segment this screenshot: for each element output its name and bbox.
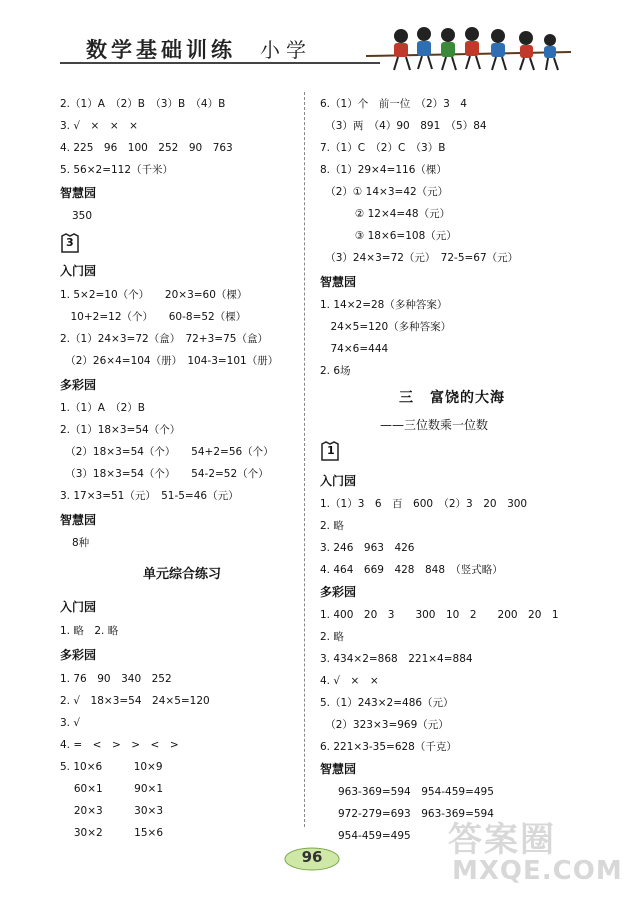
answer-line: （2）26×4=104（册） 104-3=101（册） [60, 355, 279, 367]
lesson-number: 3 [66, 236, 74, 249]
book-title-sub: 小学 [260, 38, 312, 62]
section-label-zhihui: 智慧园 [60, 186, 97, 200]
answer-line: 4. 225 96 100 252 90 763 [60, 142, 233, 154]
section-label-zhihui: 智慧园 [60, 513, 97, 527]
answer-line: 3. 434×2=868 221×4=884 [320, 653, 473, 665]
answer-line: 2.（1）18×3=54（个） [60, 424, 181, 436]
answer-line: 4. 464 669 428 848 （竖式略） [320, 564, 503, 576]
answer-line: 972-279=693 963-369=594 [338, 808, 494, 820]
tug-of-war-illustration [366, 22, 576, 77]
answer-line: 2. 略 [320, 631, 344, 643]
answer-line: 350 [72, 210, 93, 222]
answer-line: 963-369=594 954-459=495 [338, 786, 494, 798]
answer-line: （2）323×3=969（元） [320, 719, 449, 731]
answer-line: 954-459=495 [338, 830, 411, 842]
answer-line: 1. 略 2. 略 [60, 625, 119, 637]
answer-line: 3. √ × × × [60, 120, 138, 132]
answer-line: （3）24×3=72（元） 72-5=67（元） [320, 252, 519, 264]
header-rule [60, 62, 380, 64]
section-label-rumen: 入门园 [60, 600, 97, 614]
chapter-title: 富饶的大海 [430, 390, 505, 406]
answer-line: 2. 略 [320, 520, 344, 532]
answer-line: （2）① 14×3=42（元） [320, 186, 449, 198]
chapter-number: 三 [399, 390, 414, 406]
answer-line: 4. = < > > < > [60, 739, 179, 751]
answer-line: 60×1 90×1 [60, 783, 164, 795]
answer-line: 1.（1）3 6 百 600 （2）3 20 300 [320, 498, 528, 510]
section-label-duocai: 多彩园 [320, 585, 357, 599]
answer-line: （2）18×3=54（个） 54+2=56（个） [60, 446, 274, 458]
answer-line: 74×6=444 [320, 343, 389, 355]
book-title [86, 34, 312, 64]
watermark-logo-text: 答案圈 [448, 820, 556, 860]
answer-line: 7.（1）C （2）C （3）B [320, 142, 446, 154]
answer-line: ③ 18×6=108（元） [320, 230, 457, 242]
answer-line: 5.（1）243×2=486（元） [320, 697, 454, 709]
answer-line: 10+2=12（个） 60-8=52（棵） [60, 311, 247, 323]
answer-line: 2. √ 18×3=54 24×5=120 [60, 695, 210, 707]
section-label-duocai: 多彩园 [60, 648, 97, 662]
answer-line: 6.（1）个 前一位 （2）3 4 [320, 98, 467, 110]
answer-line: 5. 56×2=112（千米） [60, 164, 174, 176]
answer-line: 2.（1）24×3=72（盒） 72+3=75（盒） [60, 333, 268, 345]
unit-review-title: 单元综合练习 [143, 567, 222, 582]
answer-line: 3. √ [60, 717, 81, 729]
section-label-zhihui: 智慧园 [320, 762, 357, 776]
answer-line: 3. 17×3=51（元） 51-5=46（元） [60, 490, 239, 502]
answer-line: 8.（1）29×4=116（棵） [320, 164, 447, 176]
page-header [0, 0, 626, 90]
answer-line: 1. 5×2=10（个） 20×3=60（棵） [60, 289, 248, 301]
lesson-number: 1 [327, 444, 335, 457]
answer-line: （3）两 （4）90 891 （5）84 [320, 120, 487, 132]
chapter-subtitle: ——三位数乘一位数 [380, 418, 489, 432]
answer-line: 8种 [72, 537, 90, 549]
answer-line: 2.（1）A （2）B （3）B （4）B [60, 98, 226, 110]
answer-line: 4. √ × × [320, 675, 379, 687]
answer-line: （3）18×3=54（个） 54-2=52（个） [60, 468, 269, 480]
section-label-zhihui: 智慧园 [320, 275, 357, 289]
column-divider [304, 92, 305, 827]
section-label-rumen: 入门园 [60, 264, 97, 278]
answer-line: 1.（1）A （2）B [60, 402, 146, 414]
answer-line: 1. 14×2=28（多种答案） [320, 299, 448, 311]
answer-line: ② 12×4=48（元） [320, 208, 451, 220]
section-label-rumen: 入门园 [320, 474, 357, 488]
section-label-duocai: 多彩园 [60, 378, 97, 392]
page-number: 96 [301, 848, 323, 866]
watermark-url: MXQE.COM [452, 856, 623, 886]
book-title-main: 数学基础训练 [86, 37, 236, 62]
answer-line: 20×3 30×3 [60, 805, 164, 817]
answer-line: 30×2 15×6 [60, 827, 164, 839]
answer-line: 1. 76 90 340 252 [60, 673, 172, 685]
answer-line: 6. 221×3-35=628（千克） [320, 741, 457, 753]
answer-line: 24×5=120（多种答案） [320, 321, 452, 333]
answer-line: 5. 10×6 10×9 [60, 761, 163, 773]
answer-line: 3. 246 963 426 [320, 542, 415, 554]
answer-line: 1. 400 20 3 300 10 2 200 20 1 [320, 609, 559, 621]
answer-line: 2. 6场 [320, 365, 351, 377]
